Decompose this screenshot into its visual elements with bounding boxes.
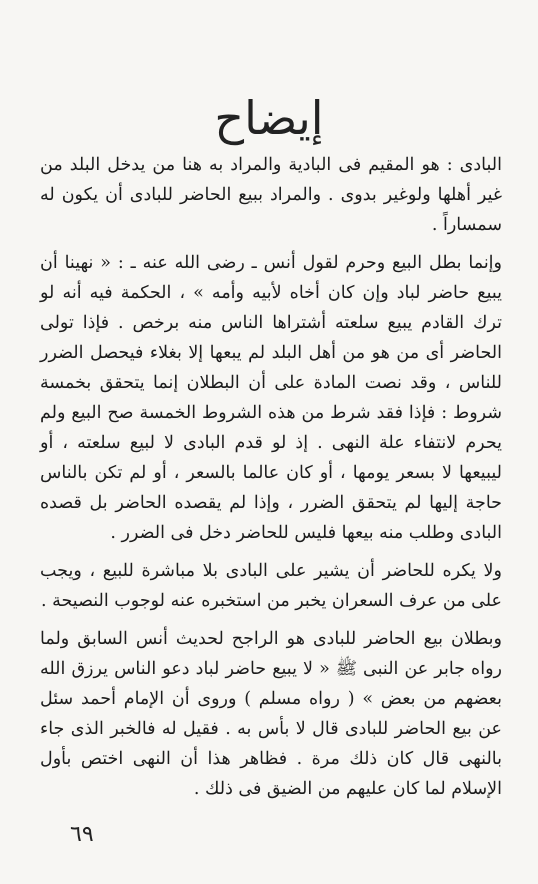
page-number: ٦٩ [70, 822, 94, 847]
paragraph-definition: البادى : هو المقيم فى البادية والمراد به هنا من يدخل البلد من غير أهلها ولوغير بدوى . والمراد ببيع الحاضر للبادى أن يكون له سمساراً . [40, 155, 502, 235]
page-title: إيضاح [214, 91, 324, 145]
body-text [40, 150, 502, 812]
paragraph-hadith: وبطلان بيع الحاضر للبادى هو الراجح لحديث أنس السابق ولما رواه جابر عن النبى ﷺ « لا يبيع حاضر لباد دعو الناس يرزق الله بعضهم من بعض » ( رواه مسلم ) وروى أن الإمام أحمد سئل عن بيع الحاضر للبادى قال لا بأس به . فقيل له فالخبر الذى جاء بالنهى قال كان ذلك مرة . فظاهر هذا أن النهى اختص بأول الإسلام لما كان عليهم من الضيق فى ذلك . [40, 629, 502, 799]
paragraph-reason: وإنما بطل البيع وحرم لقول أنس ـ رضى الله عنه ـ : « نهينا أن يبيع حاضر لباد وإن كان أخاه لأبيه وأمه » ، الحكمة فيه أنه لو ترك القادم يبيع سلعته أشتراها الناس منه برخص . فإذا تولى الحاضر أى من هو من أهل البلد لم يبعها إلا بغلاء فيحصل الضرر للناس ، وقد نصت المادة على أن البطلان إنما يتحقق بخمسة شروط : فإذا فقد شرط من هذه الشروط الخمسة صح البيع ولم يحرم لانتفاء علة النهى . إذ لو قدم البادى لا لبيع سلعته ، أو ليبيعها لا بسعر يومها ، أو كان عالما بالسعر ، أو لم تكن بالناس حاجة إليها لم يتحقق الضرر ، وإذا لم يقصده الحاضر بل قصده البادى وطلب منه بيعها فليس للحاضر دخل فى الضرر . [40, 253, 502, 543]
paragraph-advice: ولا يكره للحاضر أن يشير على البادى بلا مباشرة للبيع ، ويجب على من عرف السعران يخبر من استخبره عنه لوجوب النصيحة . [40, 561, 502, 611]
